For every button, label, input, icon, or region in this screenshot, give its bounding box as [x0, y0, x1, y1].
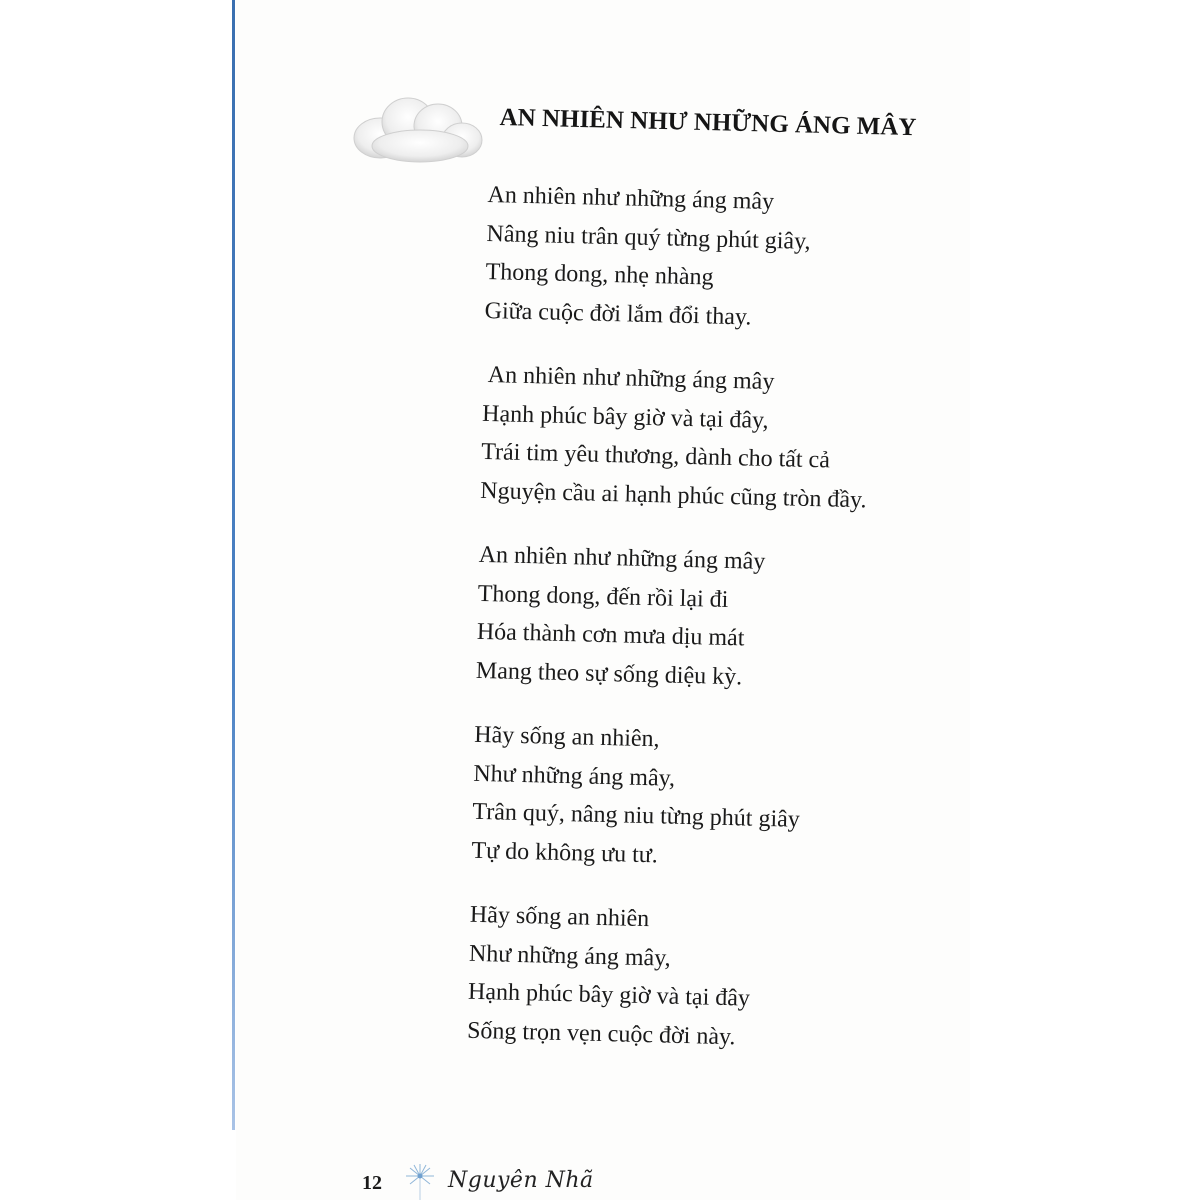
- stanza: [475, 536, 939, 701]
- poem-line: Như những áng mây,: [468, 940, 672, 972]
- poem-line: Sống trọn vẹn cuộc đời này.: [466, 1017, 736, 1050]
- dandelion-icon: [402, 1162, 438, 1200]
- poem-body: [466, 176, 948, 1087]
- poem-line: Giữa cuộc đời lắm đổi thay.: [484, 297, 752, 330]
- stanza: [471, 716, 935, 881]
- stanza: [467, 896, 931, 1061]
- poem-line: Thong dong, nhẹ nhàng: [485, 258, 714, 291]
- poem-line: Nâng niu trân quý từng phút giây,: [486, 220, 811, 255]
- poem-line: Trân quý, nâng niu từng phút giây: [472, 798, 801, 833]
- poem-line: Hạnh phúc bây giờ và tại đây,: [481, 400, 769, 434]
- author-signature: Nguyên Nhã: [448, 1168, 594, 1193]
- poem-line: Hạnh phúc bây giờ và tại đây: [467, 978, 751, 1012]
- spine-line: [232, 0, 235, 1130]
- poem-line: Tự do không ưu tư.: [471, 837, 659, 868]
- stanza: [484, 176, 948, 341]
- book-page: [236, 0, 970, 1200]
- poem-line: Mang theo sự sống diệu kỳ.: [475, 657, 743, 690]
- stanza: [480, 356, 944, 521]
- poem-line: An nhiên như những áng mây: [482, 361, 775, 396]
- poem-title: AN NHIÊN NHƯ NHỮNG ÁNG MÂY: [499, 104, 917, 142]
- poem-line: An nhiên như những áng mây: [487, 181, 775, 215]
- cloud-icon: [346, 92, 488, 168]
- poem-line: Như những áng mây,: [473, 760, 676, 792]
- poem-line: An nhiên như những áng mây: [478, 541, 766, 575]
- poem-line: Thong dong, đến rồi lại đi: [477, 580, 729, 613]
- poem-line: Nguyện cầu ai hạnh phúc cũng tròn đầy.: [479, 477, 867, 513]
- poem-line: Hãy sống an nhiên,: [474, 721, 660, 753]
- poem-line: Hóa thành cơn mưa dịu mát: [476, 618, 745, 652]
- poem-line: Trái tim yêu thương, dành cho tất cả: [480, 438, 831, 474]
- page-number: 12: [362, 1172, 382, 1194]
- page-footer: [362, 1168, 622, 1200]
- poem-line: Hãy sống an nhiên: [469, 901, 650, 933]
